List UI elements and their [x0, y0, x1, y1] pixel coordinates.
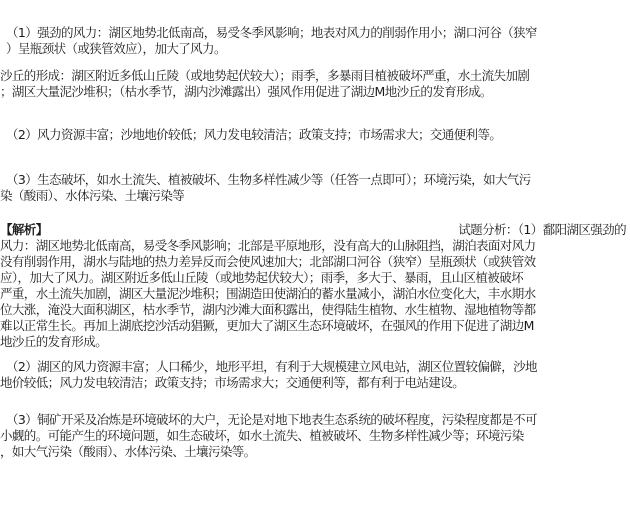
text-line: 风力：湖区地势北低南高，易受冬季风影响；北部是平原地形，没有高大的山脉阻挡，湖泊表面对风力 [0, 238, 536, 253]
text-line: 位大涨，淹没大面积湖区，枯水季节，湖内沙滩大面积露出，使得陆生植物、水生植物、湿地植物等都 [0, 302, 536, 317]
text-line: ）呈瓶颈状（或狭管效应），加大了风力。 [6, 41, 226, 56]
text-line: ，如大气污染（酸雨）、水体污染、土壤污染等。 [0, 444, 256, 459]
analysis-label: 【解析】 [0, 222, 48, 237]
analysis-heading: 试题分析：（1）鄱阳湖区强劲的 [458, 222, 626, 237]
analysis-paragraph-3 [0, 412, 630, 460]
text-line: （1）强劲的风力：湖区地势北低南高，易受冬季风影响；地表对风力的削弱作用小；湖口河谷（狭窄 [6, 25, 537, 40]
text-line: 小觑的。可能产生的环境问题，如生态破坏，如水土流失、植被破坏、生物多样性减少等；环境污染 [0, 428, 524, 443]
text-line: 地沙丘的发育形成。 [0, 334, 108, 349]
analysis-paragraph-2 [0, 359, 630, 391]
text-line: （3）生态破坏，如水土流失、植被破坏、生物多样性减少等（任答一点即可）；环境污染，如大气污 [6, 172, 531, 187]
text-line: 染（酸雨）、水体污染、土壤污染等 [0, 188, 185, 203]
analysis-header [0, 222, 630, 238]
answer-paragraph-1 [0, 25, 630, 57]
answer-paragraph-2 [0, 68, 630, 100]
text-line: （2）湖区的风力资源丰富；人口稀少，地形平坦，有利于大规模建立风电站，湖区位置较偏僻，沙地 [6, 359, 537, 374]
text-line: 难以正常生长。再加上湖底挖沙活动猖獗，更加大了湖区生态环境破坏，在强风的作用下促进了湖边M [0, 318, 534, 333]
text-line: 严重，水土流失加剧，湖区大量泥沙堆积；围湖造田使湖泊的蓄水量减小，湖泊水位变化大，丰水期水 [0, 286, 536, 301]
analysis-section [0, 222, 630, 350]
text-line: ；湖区大量泥沙堆积；（枯水季节，湖内沙滩露出）强风作用促进了湖边M地沙丘的发育形成。 [0, 84, 492, 99]
text-line: 没有削弱作用，湖水与陆地的热力差异反而会使风速加大；北部湖口河谷（狭窄）呈瓶颈状（或狭管效 [0, 254, 536, 269]
answer-paragraph-4 [0, 172, 630, 204]
answer-paragraph-3 [0, 127, 630, 143]
text-line: （3）铜矿开采及冶炼是环境破坏的大户，无论是对地下地表生态系统的破坏程度，污染程度都是不可 [6, 412, 537, 427]
text-line: （2）风力资源丰富；沙地地价较低；风力发电较清洁；政策支持；市场需求大；交通便利等。 [6, 127, 502, 142]
text-line: 沙丘的形成：湖区附近多低山丘陵（或地势起伏较大）；雨季，多暴雨目植被破坏严重，水土流失加剧 [0, 68, 530, 83]
text-line: 地价较低；风力发电较清洁；政策支持；市场需求大；交通便利等，都有利于电站建设。 [0, 375, 465, 390]
text-line: 应），加大了风力。湖区附近多低山丘陵（或地势起伏较大）；雨季，多大于、暴雨，且山区植被破坏 [0, 270, 524, 285]
